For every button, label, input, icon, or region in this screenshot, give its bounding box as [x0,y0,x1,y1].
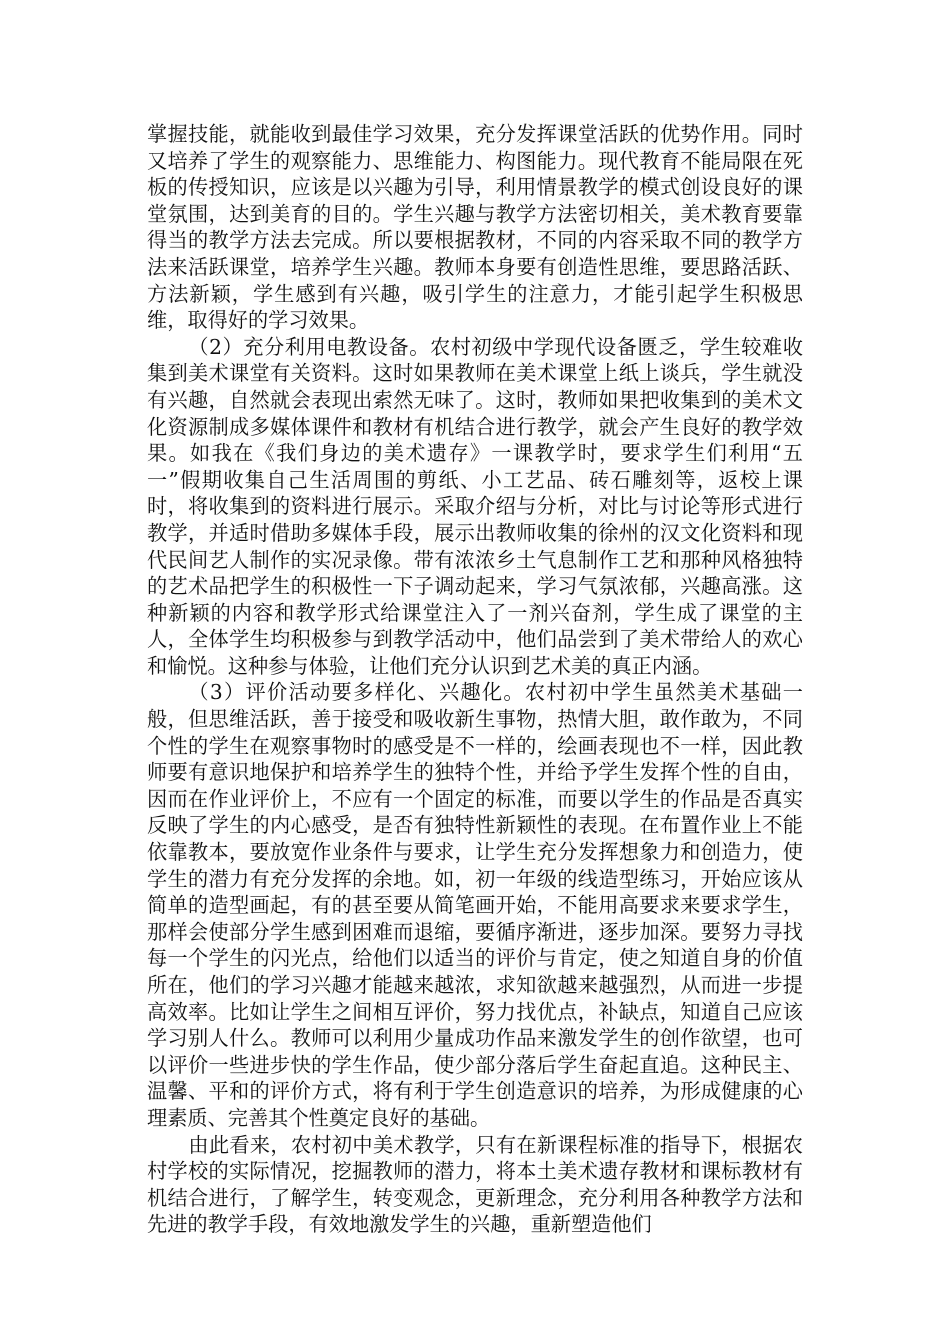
paragraph-evaluation: （3）评价活动要多样化、兴趣化。农村初中学生虽然美术基础一般，但思维活跃，善于接受和吸收新生事物，热情大胆，敢作敢为，不同个性的学生在观察事物时的感受是不一样的，绘画表现也不一样，因此教师要有意识地保护和培养学生的独特个性，并给予学生发挥个性的自由，因而在作业评价上，不应有一个固定的标准，而要以学生的作品是否真实反映了学生的内心感受，是否有独特性新颖性的表现。在布置作业上不能依靠教本，要放宽作业条件与要求，让学生充分发挥想象力和创造力，使学生的潜力有充分发挥的余地。如，初一年级的线造型练习，开始应该从简单的造型画起，有的甚至要从简笔画开始，不能用高要求来要求学生，那样会使部分学生感到困难而退缩，要循序渐进，逐步加深。要努力寻找每一个学生的闪光点，给他们以适当的评价与肯定，使之知道自身的价值所在，他们的学习兴趣才能越来越浓，求知欲越来越强烈，从而进一步提高效率。比如让学生之间相互评价，努力找优点，补缺点，知道自己应该学习别人什么。教师可以利用少量成功作品来激发学生的创作欲望，也可以评价一些进步快的学生作品，使少部分落后学生奋起直追。这种民主、温馨、平和的评价方式，将有利于学生创造意识的培养，为形成健康的心理素质、完善其个性奠定良好的基础。 [147,680,803,1130]
paragraph-conclusion: 由此看来，农村初中美术教学，只有在新课程标准的指导下，根据农村学校的实际情况，挖掘教师的潜力，将本土美术遗存教材和课标教材有机结合进行，了解学生，转变观念，更新理念，充分利用各种教学方法和先进的教学手段，有效地激发学生的兴趣，重新塑造他们 [147,1132,803,1237]
paragraph-multimedia: （2）充分利用电教设备。农村初级中学现代设备匮乏，学生较难收集到美术课堂有关资料。这时如果教师在美术课堂上纸上谈兵，学生就没有兴趣，自然就会表现出索然无味了。这时，教师如果把收集到的美术文化资源制成多媒体课件和教材有机结合进行教学，就会产生良好的教学效果。如我在《我们身边的美术遗存》一课教学时，要求学生们利用“五一”假期收集自己生活周围的剪纸、小工艺品、砖石雕刻等，返校上课时，将收集到的资料进行展示。采取介绍与分析，对比与讨论等形式进行教学，并适时借助多媒体手段，展示出教师收集的徐州的汉文化资料和现代民间艺人制作的实况录像。带有浓浓乡土气息制作工艺和那种风格独特的艺术品把学生的积极性一下子调动起来，学习气氛浓郁，兴趣高涨。这种新颖的内容和教学形式给课堂注入了一剂兴奋剂，学生成了课堂的主人，全体学生均积极参与到教学活动中，他们品尝到了美术带给人的欢心和愉悦。这种参与体验，让他们充分认识到艺术美的真正内涵。 [147,334,803,678]
document-page [147,121,803,1238]
paragraph-continuation: 掌握技能，就能收到最佳学习效果，充分发挥课堂活跃的优势作用。同时又培养了学生的观察能力、思维能力、构图能力。现代教育不能局限在死板的传授知识，应该是以兴趣为引导，利用情景教学的模式创设良好的课堂氛围，达到美育的目的。学生兴趣与教学方法密切相关，美术教育要靠得当的教学方法去完成。所以要根据教材，不同的内容采取不同的教学方法来活跃课堂，培养学生兴趣。教师本身要有创造性思维，要思路活跃、方法新颖，学生感到有兴趣，吸引学生的注意力，才能引起学生积极思维，取得好的学习效果。 [147,122,803,333]
